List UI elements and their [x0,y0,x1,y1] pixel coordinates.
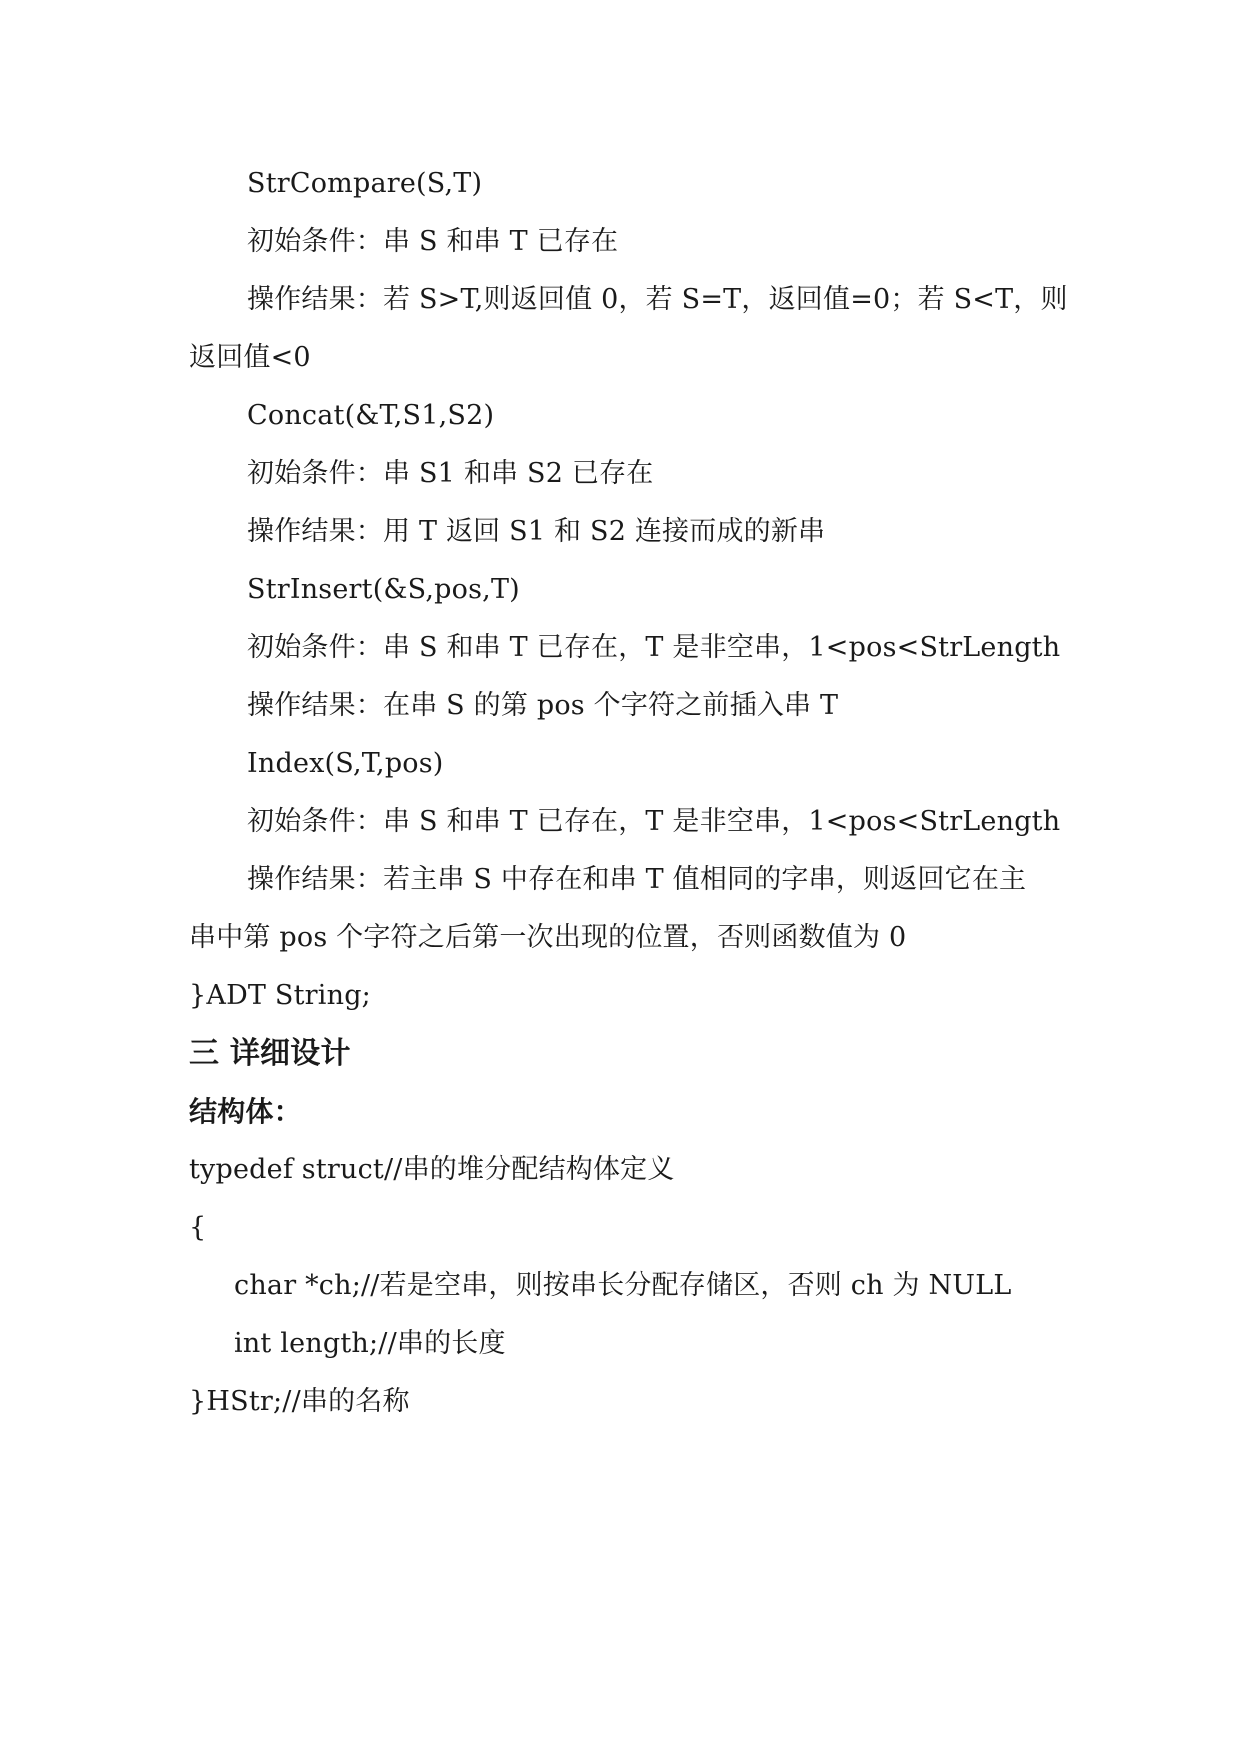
function-signature-index: Index(S,T,pos) [247,748,444,779]
function-signature-strinsert: StrInsert(&S,pos,T) [247,574,520,605]
function-signature-concat: Concat(&T,S1,S2) [247,400,495,431]
code-field-ch: char *ch;//若是空串，则按串长分配存储区，否则 ch 为 NULL [234,1270,1012,1301]
strcompare-result-continued: 返回值<0 [189,342,311,373]
code-field-length: int length;//串的长度 [234,1328,506,1359]
section-heading: 三 详细设计 [189,1036,351,1071]
index-precondition: 初始条件：串 S 和串 T 已存在，T 是非空串，1<pos<StrLength [247,806,1061,837]
strinsert-result: 操作结果：在串 S 的第 pos 个字符之前插入串 T [247,690,839,721]
function-signature-strcompare: StrCompare(S,T) [247,168,483,199]
strinsert-precondition: 初始条件：串 S 和串 T 已存在，T 是非空串，1<pos<StrLength [247,632,1061,663]
concat-result: 操作结果：用 T 返回 S1 和 S2 连接而成的新串 [247,516,826,547]
strcompare-precondition: 初始条件：串 S 和串 T 已存在 [247,226,619,257]
code-typedef-line: typedef struct//串的堆分配结构体定义 [189,1154,675,1185]
index-result-continued: 串中第 pos 个字符之后第一次出现的位置，否则函数值为 0 [189,922,907,953]
adt-closing-line: }ADT String; [189,980,371,1011]
code-closing-line: }HStr;//串的名称 [189,1386,410,1417]
strcompare-result: 操作结果：若 S>T,则返回值 0，若 S=T，返回值=0；若 S<T，则 [247,284,1068,315]
concat-precondition: 初始条件：串 S1 和串 S2 已存在 [247,458,654,489]
subheading: 结构体： [189,1095,302,1128]
index-result: 操作结果：若主串 S 中存在和串 T 值相同的字串，则返回它在主 [247,864,1027,895]
code-open-brace: { [189,1212,207,1243]
